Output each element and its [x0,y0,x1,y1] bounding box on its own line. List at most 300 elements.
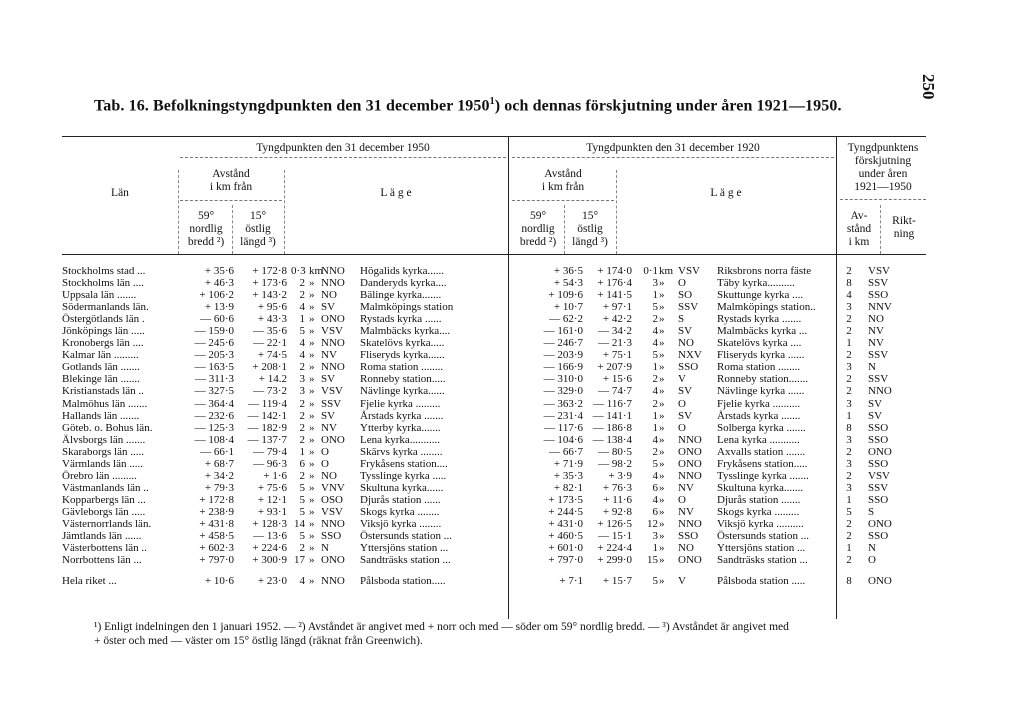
cell-r20: ONO [678,445,702,458]
cell-d20: 3 [652,530,658,543]
cell-d20: 4 [652,493,658,506]
cell-r20: NNO [678,517,702,530]
cell-u50: » [309,554,315,567]
cell-e20: + 15·6 [602,373,632,386]
cell-rr: SSV [868,349,889,362]
cell-r20: NNO [678,469,702,482]
cell-e20: + 299·0 [597,554,632,567]
cell-n20: — 363·2 [543,397,583,410]
cell-u20: » [659,313,665,326]
rule-avstand-1950 [180,200,282,201]
cell-e20: + 11·6 [603,493,632,506]
cell-r50: O [321,445,329,458]
cell-d50: 2 [299,409,305,422]
cell-n20: — 104·6 [543,433,583,446]
cell-rr: NV [868,337,884,350]
rule-shift-group [840,199,926,200]
cell-n50: + 238·9 [199,505,234,518]
cell-e50: — 79·4 [253,445,287,458]
cell-u20: » [659,385,665,398]
avstand-1950-heading [180,168,282,194]
cell-p20: Skatelövs kyrka .... [717,337,802,350]
cell-lan: Älvsborgs län ....... [62,433,146,446]
cell-d20: 6 [652,505,658,518]
table-row [62,554,910,566]
rule-1920-group [512,157,834,158]
cell-r20: V [678,373,686,386]
cell-e50: — 182·9 [247,421,287,434]
cell-p50: Malmköpings station [360,301,454,314]
cell-u50: » [309,433,315,446]
divider-lan [178,170,179,254]
cell-e20: + 42·2 [602,313,632,326]
table-row [62,325,910,337]
cell-n20: + 35·3 [553,469,583,482]
cell-dd: 2 [846,373,852,386]
cell-n20: + 109·6 [548,289,583,302]
cell-e20: + 92·8 [602,505,632,518]
table-row [62,422,910,434]
cell-d20: 5 [652,575,658,588]
cell-d20: 4 [652,337,658,350]
cell-dd: 4 [846,289,852,302]
cell-rr: SSO [868,289,889,302]
cell-e20: — 15·1 [598,530,632,543]
cell-rr: SSO [868,530,889,543]
cell-r50: NO [321,469,337,482]
cell-d50: 1 [299,445,305,458]
table-row [62,494,910,506]
cell-r20: V [678,575,686,588]
cell-p20: Sandträsks station ... [717,554,808,567]
cell-n50: — 125·3 [194,421,234,434]
cell-n20: + 797·0 [548,554,583,567]
n-1950-heading [180,210,232,249]
cell-r20: SV [678,385,693,398]
cell-n20: + 54·3 [553,277,583,290]
cell-u50: » [309,409,315,422]
cell-u50: » [309,277,315,290]
cell-dd: 2 [846,265,852,277]
cell-u50: » [309,349,315,362]
cell-rr: SSO [868,457,889,470]
cell-n20: + 10·7 [553,301,583,314]
cell-n20: — 203·9 [543,349,583,362]
cell-n50: — 205·3 [194,349,234,362]
cell-p20: Ronneby station....... [717,373,809,386]
cell-lan: Blekinge län ....... [62,373,140,386]
cell-u20: km [659,265,674,277]
page-number: 250 [919,74,938,100]
cell-e50: + 143·2 [252,289,287,302]
cell-n50: — 327·5 [194,385,234,398]
cell-n50: — 364·4 [194,397,234,410]
cell-d50: 17 [294,554,305,567]
cell-d20: 5 [652,457,658,470]
cell-d20: 2 [652,313,658,326]
cell-e50: — 142·1 [247,409,287,422]
cell-e20: + 174·0 [597,265,632,277]
cell-n20: + 7·1 [559,575,583,588]
cell-dd: 1 [846,409,852,422]
rule-1950-group [180,157,506,158]
cell-n50: — 311·3 [194,373,234,386]
cell-u20: » [659,554,665,567]
cell-r50: NV [321,349,337,362]
cell-p20: Frykåsens station..... [717,457,808,470]
n-1950-line-3: bredd ²) [187,236,225,248]
cell-n50: + 172·8 [199,493,234,506]
cell-u20: » [659,575,665,588]
cell-p50: Skultuna kyrka...... [360,481,444,494]
cell-r20: NXV [678,349,702,362]
cell-rr: VSV [868,469,891,482]
cell-d20: 2 [652,445,658,458]
cell-u50: » [309,517,315,530]
cell-r50: ONO [321,554,345,567]
cell-rr: NO [868,313,884,326]
footnote-line-1: ¹) Enligt indelningen den 1 januari 1952. — ²) Avståndet är angivet med + norr och med — söder om 59° nordlig bredd. — ³) Avståndet är angivet med [94,621,789,633]
avstand-1920-heading [512,168,614,194]
cell-n20: + 460·5 [548,530,583,543]
riktning-heading [882,215,926,241]
cell-lan: Stockholms län .... [62,277,144,290]
cell-p50: Bälinge kyrka....... [360,289,442,302]
cell-r20: NV [678,505,694,518]
cell-u50: » [309,469,315,482]
cell-lan: Kronobergs län .... [62,337,144,350]
rikt-line-1: Rikt- [892,215,916,227]
table-row [62,482,910,494]
cell-r50: NNO [321,575,345,588]
cell-p50: Östersunds station ... [360,530,452,543]
cell-r20: SSO [678,361,699,374]
cell-e50: + 128·3 [252,517,287,530]
cell-r20: O [678,493,686,506]
cell-r20: SO [678,289,693,302]
cell-e50: — 35·6 [253,325,287,338]
header-bottom-rule [62,254,926,255]
cell-e20: + 76·3 [602,481,632,494]
footnote-line-2: + öster och med — väster om 15° östlig längd (räknat från Greenwich). [94,635,423,647]
cell-n50: — 60·6 [200,313,234,326]
cell-u20: » [659,421,665,434]
cell-r20: SSO [678,530,699,543]
cell-lan: Kalmar län ......... [62,349,139,362]
cell-n20: — 161·0 [543,325,583,338]
cell-e20: — 186·8 [592,421,632,434]
cell-d50: 2 [299,421,305,434]
cell-d20: 5 [652,301,658,314]
e-1920-line-1: 15° [581,210,599,222]
cell-r20: S [678,313,685,326]
cell-e20: — 21·3 [598,337,632,350]
cell-n50: — 163·5 [194,361,234,374]
table-row [62,385,910,397]
cell-lan: Kristianstads län .. [62,385,144,398]
cell-p20: Malmbäcks kyrka ... [717,325,808,338]
table-row [62,458,910,470]
cell-e20: — 138·4 [592,433,632,446]
cell-r50: NNO [321,517,345,530]
cell-r20: ONO [678,457,702,470]
cell-rr: VSV [868,265,891,277]
cell-r50: VSV [321,325,344,338]
cell-d50: 4 [299,575,305,588]
title-rest: ) och dennas förskjutning under åren 1921—1950. [494,97,842,115]
cell-p20: Malmköpings station.. [717,301,816,314]
cell-u50: » [309,493,315,506]
cell-e20: + 141·5 [597,289,632,302]
cell-u20: » [659,530,665,543]
cell-p50: Lena kyrka........... [360,433,441,446]
cell-u20: » [659,409,665,422]
cell-p50: Fliseryds kyrka...... [360,349,445,362]
cell-e50: — 13·6 [253,530,287,543]
cell-lan: Uppsala län ....... [62,289,137,302]
cell-e50: — 73·2 [253,385,287,398]
cell-n20: + 431·0 [548,517,583,530]
cell-u50: » [309,530,315,543]
cell-d20: 3 [652,277,658,290]
table-row [62,313,910,325]
cell-d20: 5 [652,349,658,362]
cell-d50: 2 [299,397,305,410]
cell-d50: 5 [299,530,305,543]
cell-d50: 4 [299,337,305,350]
e-1950-heading [233,210,283,249]
cell-r50: N [321,542,329,555]
cell-n20: + 71·9 [553,457,583,470]
cell-p20: Pålsboda station ..... [717,575,806,588]
cell-u50: » [309,337,315,350]
cell-u20: » [659,493,665,506]
cell-n20: — 66·7 [549,445,583,458]
cell-p20: Östersunds station ... [717,530,809,543]
cell-rr: ONO [868,517,892,530]
cell-p20: Fliseryds kyrka ...... [717,349,805,362]
cell-d20: 1 [652,361,658,374]
cell-r50: VSV [321,385,344,398]
cell-e20: — 141·1 [592,409,632,422]
cell-e20: + 224·4 [597,542,632,555]
cell-dd: 2 [846,517,852,530]
shift-line-1: Tyngdpunktens [847,142,919,154]
cell-r50: SSO [321,530,342,543]
cell-p50: Tysslinge kyrka ..... [360,469,447,482]
cell-rr: O [868,554,876,567]
av-line-1: Av- [850,210,868,222]
cell-p50: Sandträsks station ... [360,554,451,567]
table-row [62,542,910,554]
cell-r20: ONO [678,554,702,567]
avstand-1920-line-1: Avstånd [544,168,582,180]
cell-d20: 4 [652,325,658,338]
table-row [62,398,910,410]
cell-p50: Danderyds kyrka.... [360,277,447,290]
table-row [62,301,910,313]
cell-rr: SSO [868,433,889,446]
cell-p50: Fjelie kyrka ......... [360,397,441,410]
cell-r50: SV [321,301,336,314]
cell-n50: + 34·2 [204,469,234,482]
cell-n50: — 159·0 [194,325,234,338]
cell-u50: » [309,301,315,314]
cell-p20: Fjelie kyrka .......... [717,397,801,410]
cell-e50: — 119·4 [247,397,287,410]
cell-rr: NNV [868,301,892,314]
cell-r50: VSV [321,505,344,518]
cell-e50: + 224·6 [252,542,287,555]
header-top-rule [62,136,926,137]
cell-d50: 5 [299,505,305,518]
n-1920-line-3: bredd ²) [519,236,557,248]
cell-d20: 1 [652,409,658,422]
cell-lan: Skaraborgs län ..... [62,445,144,458]
cell-e20: + 97·1 [602,301,632,314]
cell-n50: + 458·5 [199,530,234,543]
cell-dd: 3 [846,361,852,374]
cell-p50: Frykåsens station.... [360,457,448,470]
cell-p50: Rystads kyrka ...... [360,313,442,326]
cell-dd: 2 [846,313,852,326]
cell-u20: » [659,469,665,482]
cell-p20: Täby kyrka.......... [717,277,795,290]
cell-r50: ONO [321,313,345,326]
cell-dd: 2 [846,530,852,543]
cell-u20: » [659,505,665,518]
cell-n50: + 106·2 [199,289,234,302]
cell-p50: Skatelövs kyrka..... [360,337,445,350]
cell-e50: + 1·6 [263,469,287,482]
cell-u20: » [659,325,665,338]
lan-heading: Län [111,187,129,199]
avstand-shift-heading [838,210,880,249]
cell-n50: + 79·3 [204,481,234,494]
cell-rr: SSO [868,421,889,434]
e-1950-line-1: 15° [249,210,267,222]
cell-p20: Lena kyrka ........... [717,433,800,446]
n-1950-line-1: 59° [197,210,215,222]
avstand-1950-line-1: Avstånd [212,168,250,180]
cell-r50: OSO [321,493,344,506]
divider-avstand-lage-1950 [284,170,285,254]
cell-e50: + 23·0 [257,575,287,588]
cell-r20: O [678,421,686,434]
cell-p20: Tysslinge kyrka ....... [717,469,809,482]
cell-u50: » [309,373,315,386]
cell-d20: 2 [652,373,658,386]
cell-dd: 5 [846,505,852,518]
cell-lan: Malmöhus län ....... [62,397,148,410]
cell-p50: Djurås station ...... [360,493,441,506]
title-footnote-ref: 1 [489,96,495,107]
cell-d20: 1 [652,421,658,434]
cell-r20: NO [678,542,694,555]
cell-u20: » [659,457,665,470]
cell-r20: SV [678,409,693,422]
cell-p20: Riksbrons norra fäste [717,265,812,277]
cell-d20: 4 [652,433,658,446]
cell-d50: 5 [299,493,305,506]
cell-e50: — 22·1 [253,337,287,350]
cell-u50: » [309,481,315,494]
cell-r50: VNV [321,481,345,494]
cell-r50: NV [321,421,337,434]
cell-lan: Kopparbergs län ... [62,493,146,506]
cell-n50: + 68·7 [204,457,234,470]
cell-u50: » [309,289,315,302]
cell-u50: » [309,313,315,326]
cell-u50: » [309,361,315,374]
cell-e20: + 176·4 [597,277,632,290]
table-row [62,373,910,385]
cell-n50: — 66·1 [200,445,234,458]
cell-n20: + 82·1 [553,481,583,494]
cell-n50: + 10·6 [204,575,234,588]
cell-d50: 2 [299,542,305,555]
cell-dd: 2 [846,469,852,482]
table-row [62,434,910,446]
cell-d20: 4 [652,385,658,398]
cell-e50: + 173·6 [252,277,287,290]
cell-d20: 1 [652,289,658,302]
lage-1950-heading: L ä g e [380,187,412,199]
cell-e20: + 207·9 [597,361,632,374]
table-row [62,518,910,530]
cell-n50: — 232·6 [194,409,234,422]
table-row [62,337,910,349]
cell-n50: + 13·9 [204,301,234,314]
cell-e20: — 98·2 [598,457,632,470]
shift-line-2: förskjutning [854,155,912,167]
cell-lan: Östergötlands län . [62,313,145,326]
cell-u20: » [659,301,665,314]
e-1920-heading [565,210,615,249]
table-row [62,506,910,518]
cell-r50: NNO [321,361,345,374]
cell-u50: » [309,505,315,518]
cell-r50: NNO [321,337,345,350]
cell-n20: + 601·0 [548,542,583,555]
cell-p20: Rystads kyrka ....... [717,313,802,326]
cell-lan: Södermanlands län. [62,301,149,314]
cell-e50: + 172·8 [252,265,287,277]
cell-u50: » [309,421,315,434]
cell-d20: 6 [652,481,658,494]
cell-e50: + 300·9 [252,554,287,567]
cell-d50: 2 [299,289,305,302]
cell-n20: — 231·4 [543,409,583,422]
table-row [62,265,910,277]
cell-d20: 12 [647,517,658,530]
divider-avstand-lage-1920 [616,170,617,254]
cell-lan: Västmanlands län .. [62,481,149,494]
cell-dd: 3 [846,397,852,410]
cell-lan: Norrbottens län ... [62,554,142,567]
av-line-2: stånd [846,223,872,235]
cell-dd: 8 [846,277,852,290]
group-shift-heading [838,142,928,194]
cell-r50: ONO [321,433,345,446]
cell-r50: O [321,457,329,470]
cell-r20: NO [678,337,694,350]
cell-d50: 2 [299,469,305,482]
cell-d20: 0·1 [643,265,658,277]
cell-dd: 3 [846,481,852,494]
cell-e20: — 116·7 [592,397,632,410]
cell-dd: 8 [846,575,852,588]
